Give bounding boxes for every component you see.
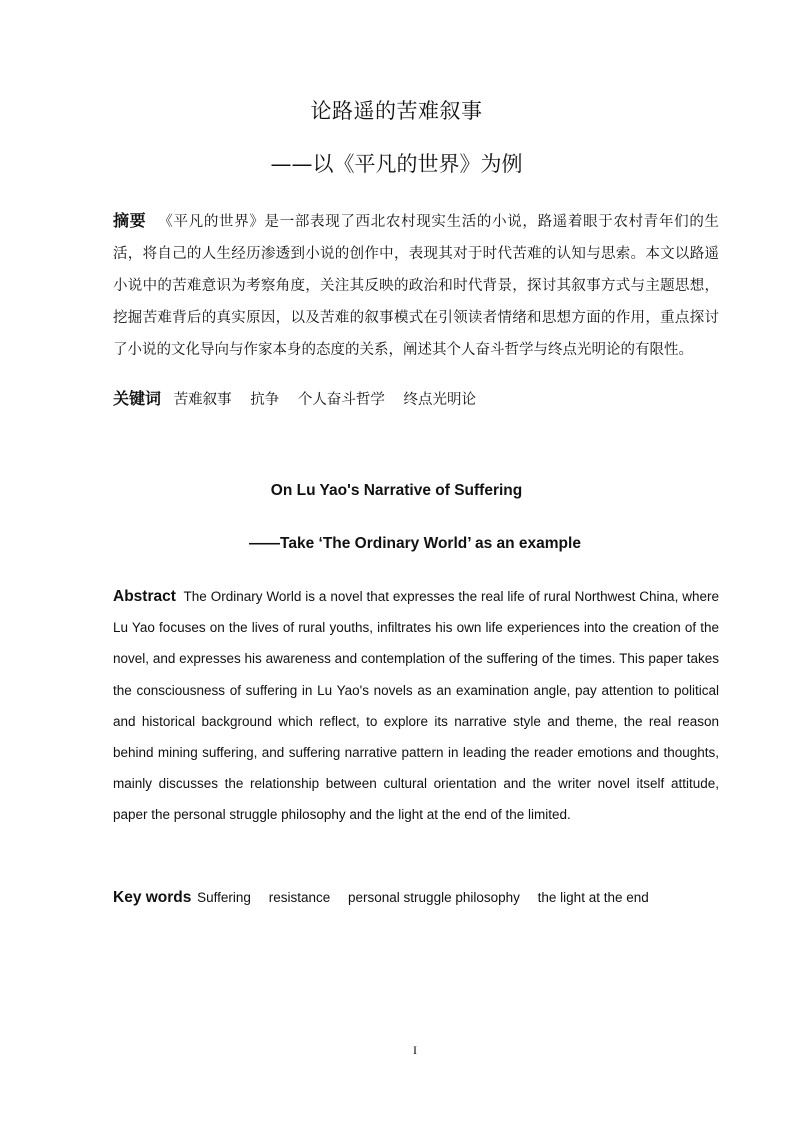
english-keywords-label: Key words: [113, 889, 192, 906]
english-abstract-label: Abstract: [113, 588, 176, 605]
chinese-abstract-label: 摘要: [113, 211, 147, 230]
chinese-subtitle: ——以《平凡的世界》为例: [270, 152, 523, 176]
english-keyword: personal struggle philosophy: [348, 890, 520, 905]
chinese-keywords-label: 关键词: [113, 389, 162, 408]
english-title: On Lu Yao's Narrative of Suffering: [270, 482, 523, 499]
english-subtitle: ——Take ‘The Ordinary World’ as an example: [249, 535, 581, 552]
chinese-keyword: 苦难叙事: [173, 392, 232, 408]
english-keywords: [113, 883, 753, 913]
page-number: I: [413, 1043, 417, 1057]
chinese-title: 论路遥的苦难叙事: [310, 99, 483, 123]
chinese-abstract-text: 《平凡的世界》是一部表现了西北农村现实生活的小说，路遥着眼于农村青年们的生活，将自己的人生经历渗透到小说的创作中，表现其对于时代苦难的认知与思索。本文以路遥小说中的苦难意识为考察角度，关注其反映的政治和时代背景，探讨其叙事方式与主题思想，挖掘苦难背后的真实原因，以及苦难的叙事模式在引领读者情绪和思想方面的作用，重点探讨了小说的文化导向与作家本身的态度的关系，阐述其个人奋斗哲学与终点光明论的有限性。: [113, 214, 719, 358]
english-keyword: Suffering: [197, 890, 251, 905]
english-abstract: [113, 581, 719, 831]
chinese-keyword: 终点光明论: [403, 392, 476, 408]
english-keyword: resistance: [268, 890, 331, 905]
english-keyword: the light at the end: [537, 890, 649, 905]
chinese-keyword: 个人奋斗哲学: [297, 392, 385, 408]
chinese-keyword: 抗争: [250, 392, 280, 408]
english-abstract-text: The Ordinary World is a novel that expresses the real life of rural Northwest China, where Lu Yao focuses on the lives of rural youths, infiltrates his own life experiences into the creation of the novel, and expresses his awareness and contemplation of the suffering of the times. This paper takes the consciousness of suffering in Lu Yao's novels as an examination angle, pay attention to political and historical background which reflect, to explore its narrative style and theme, the real reason behind mining suffering, and suffering narrative pattern in leading the reader emotions and thoughts, mainly discusses the relationship between cultural orientation and the writer novel itself attitude, paper the personal struggle philosophy and the light at the end of the limited.: [113, 589, 719, 823]
chinese-abstract: [113, 205, 719, 366]
chinese-keywords: [113, 384, 719, 415]
